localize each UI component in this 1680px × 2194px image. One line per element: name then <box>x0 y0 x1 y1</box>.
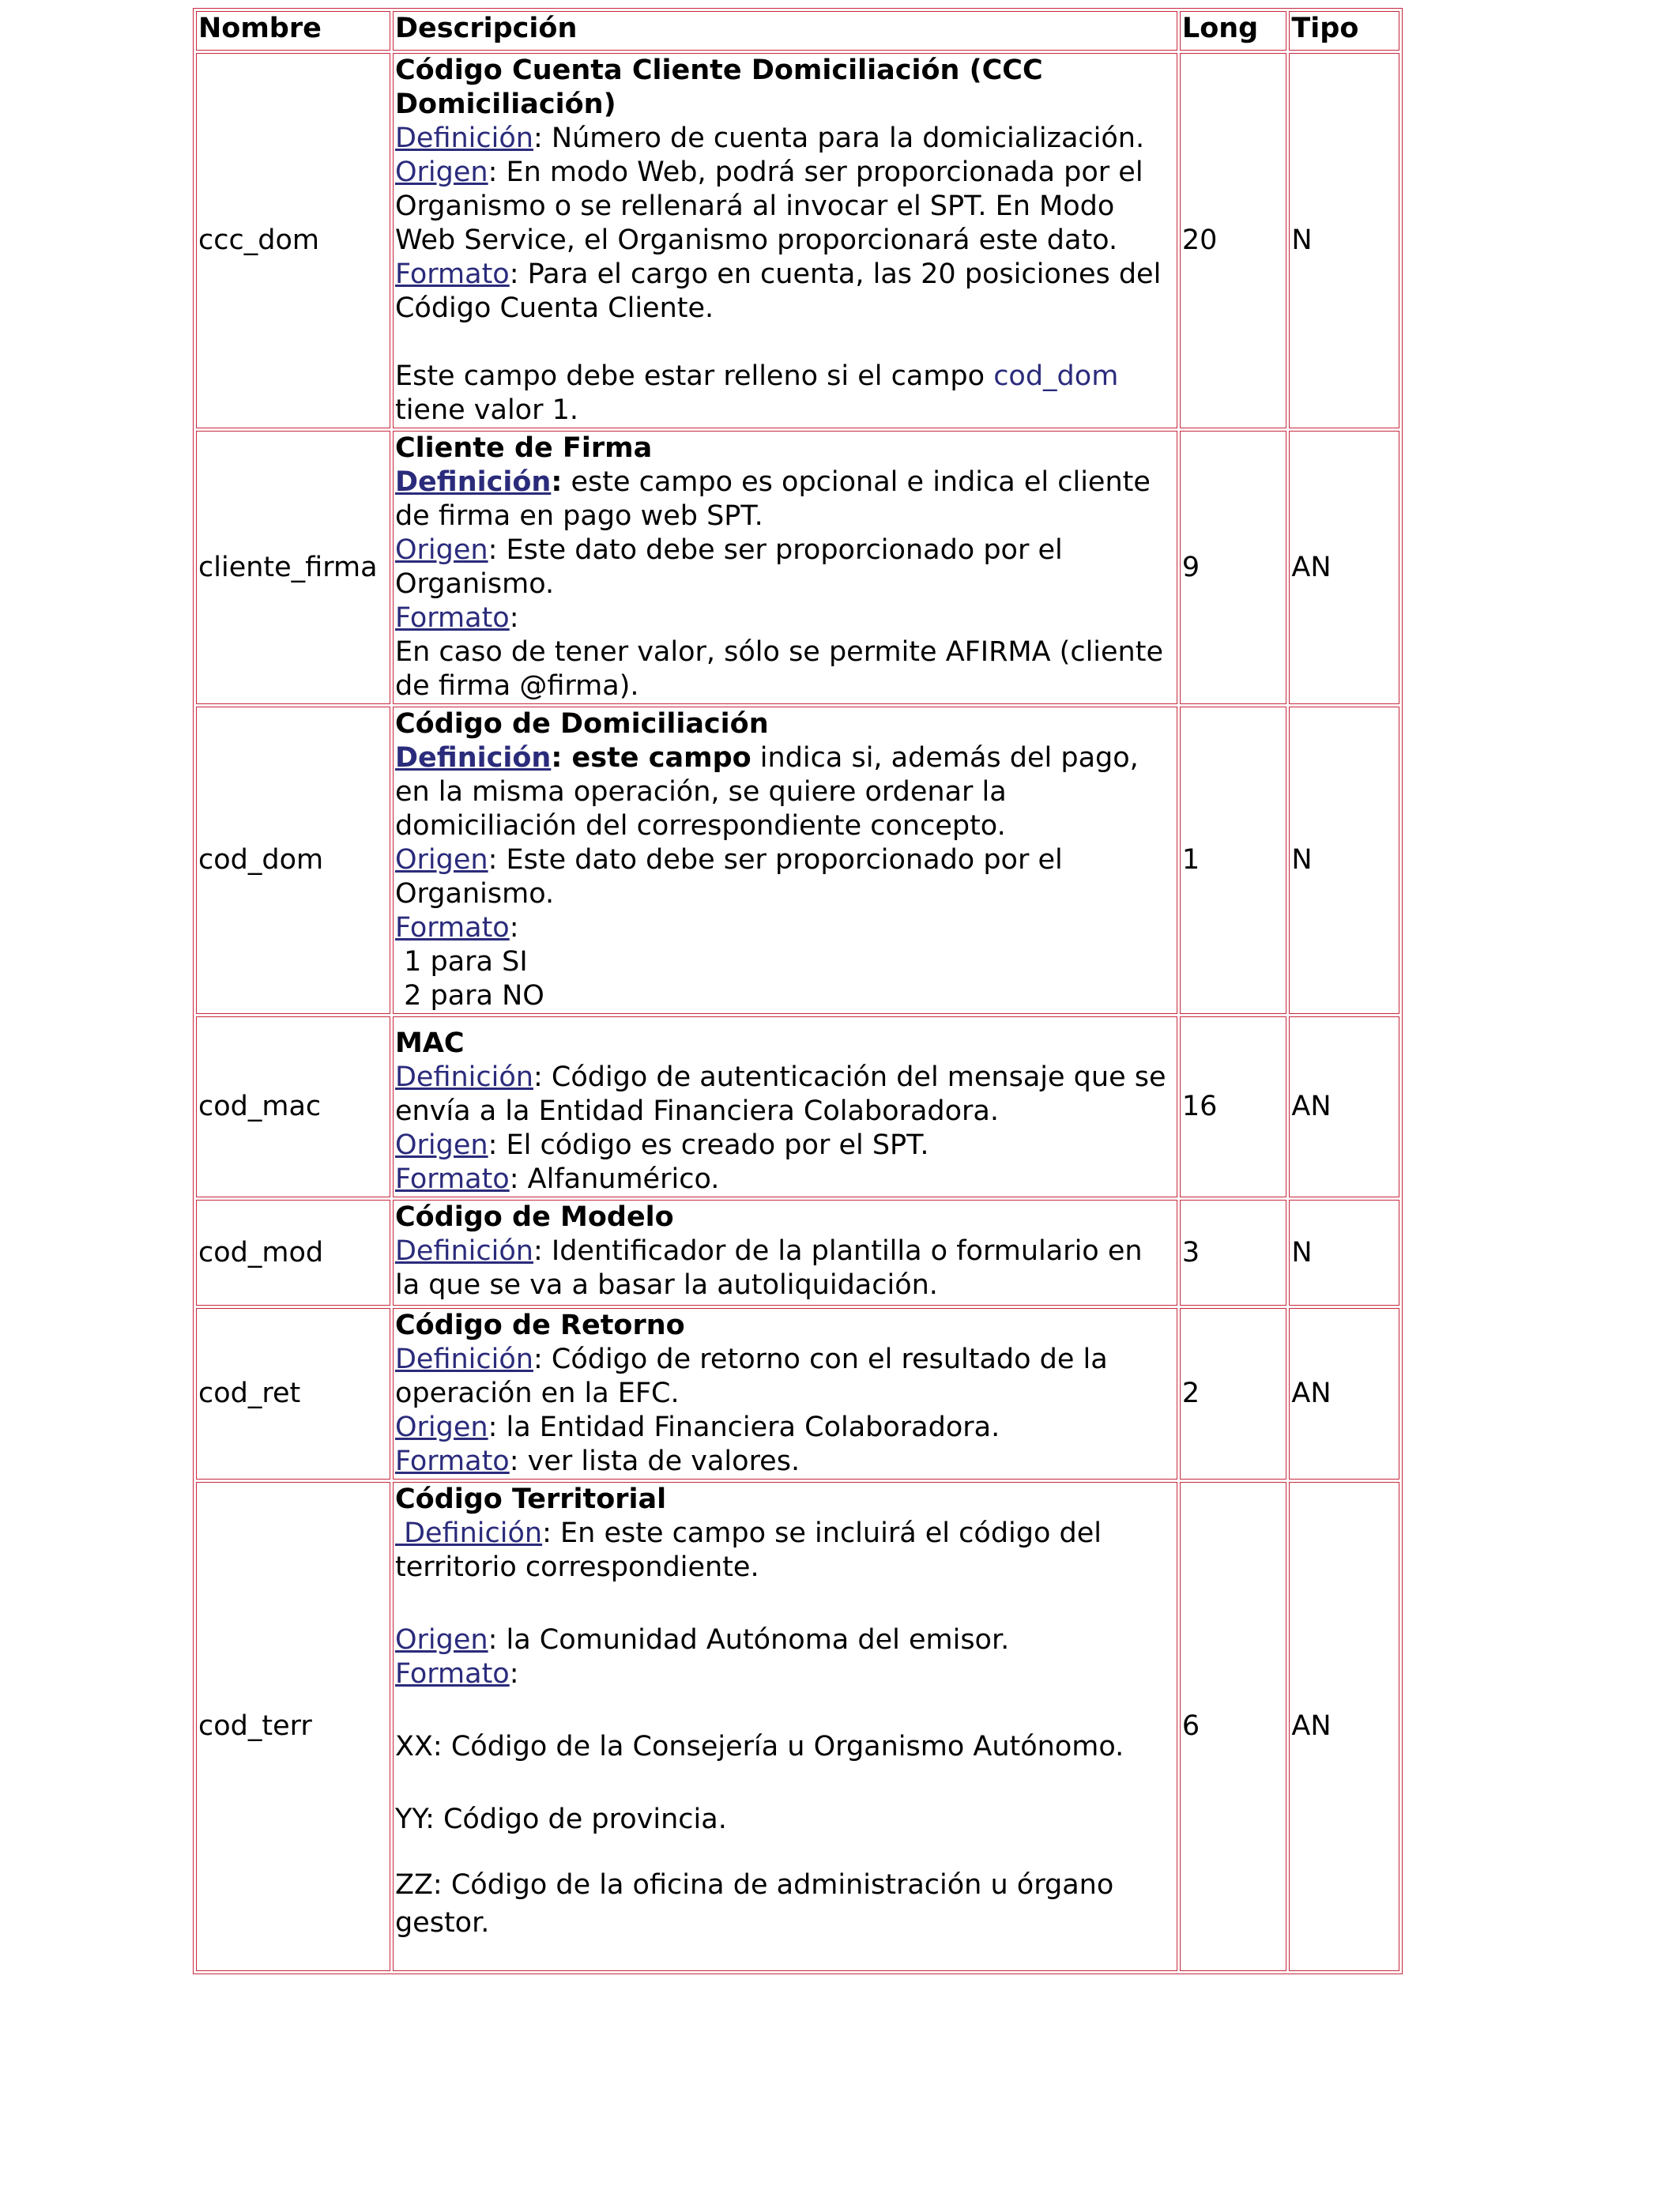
formato-link[interactable]: Formato <box>394 258 510 290</box>
definicion-text: : Código de retorno con el resultado de la operación en la EFC. <box>394 1344 1108 1409</box>
formato-colon: : <box>509 912 519 944</box>
origen-link[interactable]: Origen <box>394 1412 488 1443</box>
field-name: cod_mac <box>196 1016 390 1197</box>
code-yy: YY: Código de provincia. <box>394 1804 727 1835</box>
formato-link[interactable]: Formato <box>394 1446 510 1477</box>
field-description <box>393 1482 1177 1971</box>
note-text: Este campo debe estar relleno si el campo <box>394 360 994 392</box>
field-name: cod_mod <box>196 1200 390 1306</box>
formato-colon: : <box>509 1658 519 1690</box>
origen-text: : El código es creado por el SPT. <box>488 1129 929 1161</box>
code-zz: ZZ: Código de la oficina de administración u órgano gestor. <box>394 1869 1114 1939</box>
table-row <box>196 1308 1399 1480</box>
origen-link[interactable]: Origen <box>394 1129 488 1161</box>
definicion-bold-text: : este campo <box>551 742 751 774</box>
origen-link[interactable]: Origen <box>394 844 488 876</box>
field-tipo: AN <box>1289 1482 1399 1971</box>
field-tipo: AN <box>1289 431 1399 704</box>
field-description <box>393 1200 1177 1306</box>
origen-text: : la Comunidad Autónoma del emisor. <box>488 1624 1010 1656</box>
origen-link[interactable]: Origen <box>394 534 488 566</box>
field-long: 1 <box>1180 707 1287 1014</box>
field-name: cod_dom <box>196 707 390 1014</box>
field-description <box>393 1308 1177 1480</box>
definicion-link[interactable]: Definición <box>394 1517 543 1549</box>
table-row <box>196 1200 1399 1306</box>
origen-text: : Este dato debe ser proporcionado por el Organismo. <box>394 844 1063 910</box>
field-description <box>393 707 1177 1014</box>
table-header-row <box>196 11 1399 51</box>
field-title: MAC <box>394 1027 465 1059</box>
field-title: Código Cuenta Cliente Domiciliación (CCC Domiciliación) <box>394 55 1043 120</box>
header-nombre: Nombre <box>196 11 390 51</box>
field-tipo: AN <box>1289 1016 1399 1197</box>
definicion-link[interactable]: Definición <box>394 1344 533 1375</box>
formato-link[interactable]: Formato <box>394 602 510 634</box>
formato-value: En caso de tener valor, sólo se permite AFIRMA (cliente de firma @firma). <box>394 636 1163 702</box>
table-row <box>196 1016 1399 1197</box>
origen-link[interactable]: Origen <box>394 156 488 188</box>
definicion-text: : En este campo se incluirá el código del territorio correspondiente. <box>394 1517 1111 1583</box>
formato-option-no: 2 para NO <box>394 980 544 1012</box>
code-xx: XX: Código de la Consejería u Organismo Autónomo. <box>394 1731 1124 1762</box>
field-title: Código de Retorno <box>394 1310 685 1341</box>
formato-colon: : <box>509 602 519 634</box>
definicion-link[interactable]: Definición <box>394 466 552 498</box>
definicion-text: : Código de autenticación del mensaje que se envía a la Entidad Financiera Colaboradora. <box>394 1061 1166 1127</box>
field-tipo: N <box>1289 1200 1399 1306</box>
header-descripcion: Descripción <box>393 11 1177 51</box>
origen-text: : En modo Web, podrá ser proporcionada por el Organismo o se rellenará al invocar el SPT. En Modo Web Service, el Organismo proporcionará este dato. <box>394 156 1143 256</box>
field-title: Cliente de Firma <box>394 432 653 464</box>
origen-text: : la Entidad Financiera Colaboradora. <box>488 1412 1000 1443</box>
formato-text: : Alfanumérico. <box>509 1163 720 1195</box>
table-row <box>196 53 1399 428</box>
note-text-end: tiene valor 1. <box>394 394 578 426</box>
field-name: cliente_firma <box>196 431 390 704</box>
header-long: Long <box>1180 11 1287 51</box>
field-long: 9 <box>1180 431 1287 704</box>
formato-link[interactable]: Formato <box>394 1658 510 1690</box>
header-tipo: Tipo <box>1289 11 1399 51</box>
definicion-link[interactable]: Definición <box>394 1061 533 1093</box>
formato-option-si: 1 para SI <box>394 946 528 978</box>
table-row <box>196 1482 1399 1971</box>
definicion-colon: : <box>551 466 563 498</box>
formato-link[interactable]: Formato <box>394 1163 510 1195</box>
fields-table <box>193 8 1403 1974</box>
field-long: 3 <box>1180 1200 1287 1306</box>
definicion-text: : Identificador de la plantilla o formulario en la que se va a basar la autoliquidación. <box>394 1235 1143 1301</box>
field-description <box>393 431 1177 704</box>
field-long: 16 <box>1180 1016 1287 1197</box>
formato-link[interactable]: Formato <box>394 912 510 944</box>
field-description <box>393 53 1177 428</box>
table-row <box>196 431 1399 704</box>
origen-text: : Este dato debe ser proporcionado por el Organismo. <box>394 534 1063 600</box>
definicion-text: este campo es opcional e indica el cliente de firma en pago web SPT. <box>394 466 1151 532</box>
field-title: Código de Domiciliación <box>394 708 769 740</box>
field-title: Código Territorial <box>394 1483 667 1515</box>
origen-link[interactable]: Origen <box>394 1624 488 1656</box>
definicion-link[interactable]: Definición <box>394 742 552 774</box>
definicion-link[interactable]: Definición <box>394 1235 533 1267</box>
formato-text: : Para el cargo en cuenta, las 20 posiciones del Código Cuenta Cliente. <box>394 258 1162 324</box>
cod-dom-reference: cod_dom <box>993 360 1119 392</box>
field-long: 6 <box>1180 1482 1287 1971</box>
field-long: 2 <box>1180 1308 1287 1480</box>
definicion-text: indica si, además del pago, en la misma operación, se quiere ordenar la domiciliación del correspondiente concepto. <box>394 742 1139 842</box>
field-tipo: N <box>1289 53 1399 428</box>
field-name: cod_ret <box>196 1308 390 1480</box>
field-tipo: AN <box>1289 1308 1399 1480</box>
field-title: Código de Modelo <box>394 1201 674 1233</box>
field-tipo: N <box>1289 707 1399 1014</box>
field-name: cod_terr <box>196 1482 390 1971</box>
definicion-link[interactable]: Definición <box>394 123 533 154</box>
table-row <box>196 707 1399 1014</box>
field-name: ccc_dom <box>196 53 390 428</box>
field-description <box>393 1016 1177 1197</box>
definicion-text: : Número de cuenta para la domicialización. <box>533 123 1145 154</box>
formato-text: : ver lista de valores. <box>509 1446 800 1477</box>
field-long: 20 <box>1180 53 1287 428</box>
